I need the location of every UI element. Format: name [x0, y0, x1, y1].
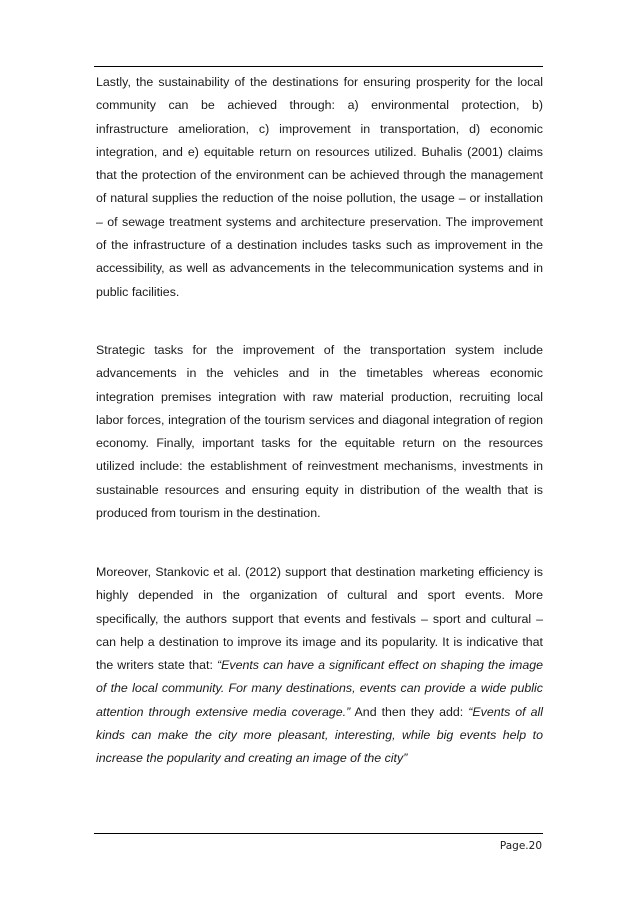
paragraph-text: Strategic tasks for the improvement of the transportation system include advancements in the vehicles and in the timetables whereas economic integration premises integration with raw material production, recruiting local labor forces, integration of the tourism services and diagonal integration of region economy. Finally, important tasks for the equitable return on the resources utilized include: the establishment of reinvestment mechanisms, investments in sustainable resources and ensuring equity in distribution of the wealth that is produced from tourism in the destination.: [96, 343, 543, 521]
page-number: Page.20: [499, 840, 542, 852]
paragraph-strategic-tasks: [96, 339, 543, 525]
quote-events-effect: “Events can have a significant effect on shaping the image of the local community. For many destinations, events can provide a wide public attention through extensive media coverage.”: [96, 658, 543, 719]
footer-rule: [94, 833, 543, 834]
paragraph-text: Moreover, Stankovic et al. (2012) support that destination marketing efficiency is highly depended in the organization of cultural and sport events. More specifically, the authors support that events and festivals – sport and cultural – can help a destination to improve its image and its popularity. It is indicative that the writers state that:: [96, 565, 543, 673]
paragraph-text: And then they add:: [350, 704, 469, 719]
header-rule: [94, 66, 543, 67]
paragraph-sustainability: [96, 71, 543, 304]
quote-events-city: “Events of all kinds can make the city more pleasant, interesting, while big events help to increase the popularity and creating an image of the city”: [96, 704, 544, 766]
paragraph-events: [96, 561, 543, 771]
paragraph-text: Lastly, the sustainability of the destinations for ensuring prosperity for the local community can be achieved through: a) environmental protection, b) infrastructure amelioration, c) improvement in transportation, d) economic integration, and e) equitable return on resources utilized. Buhalis (2001) claims that the protection of the environment can be achieved through the management of natural supplies the reduction of the noise pollution, the usage – or installation – of sewage treatment systems and architecture preservation. The improvement of the infrastructure of a destination includes tasks such as improvement in the accessibility, as well as advancements in the telecommunication systems and in public facilities.: [96, 75, 543, 299]
